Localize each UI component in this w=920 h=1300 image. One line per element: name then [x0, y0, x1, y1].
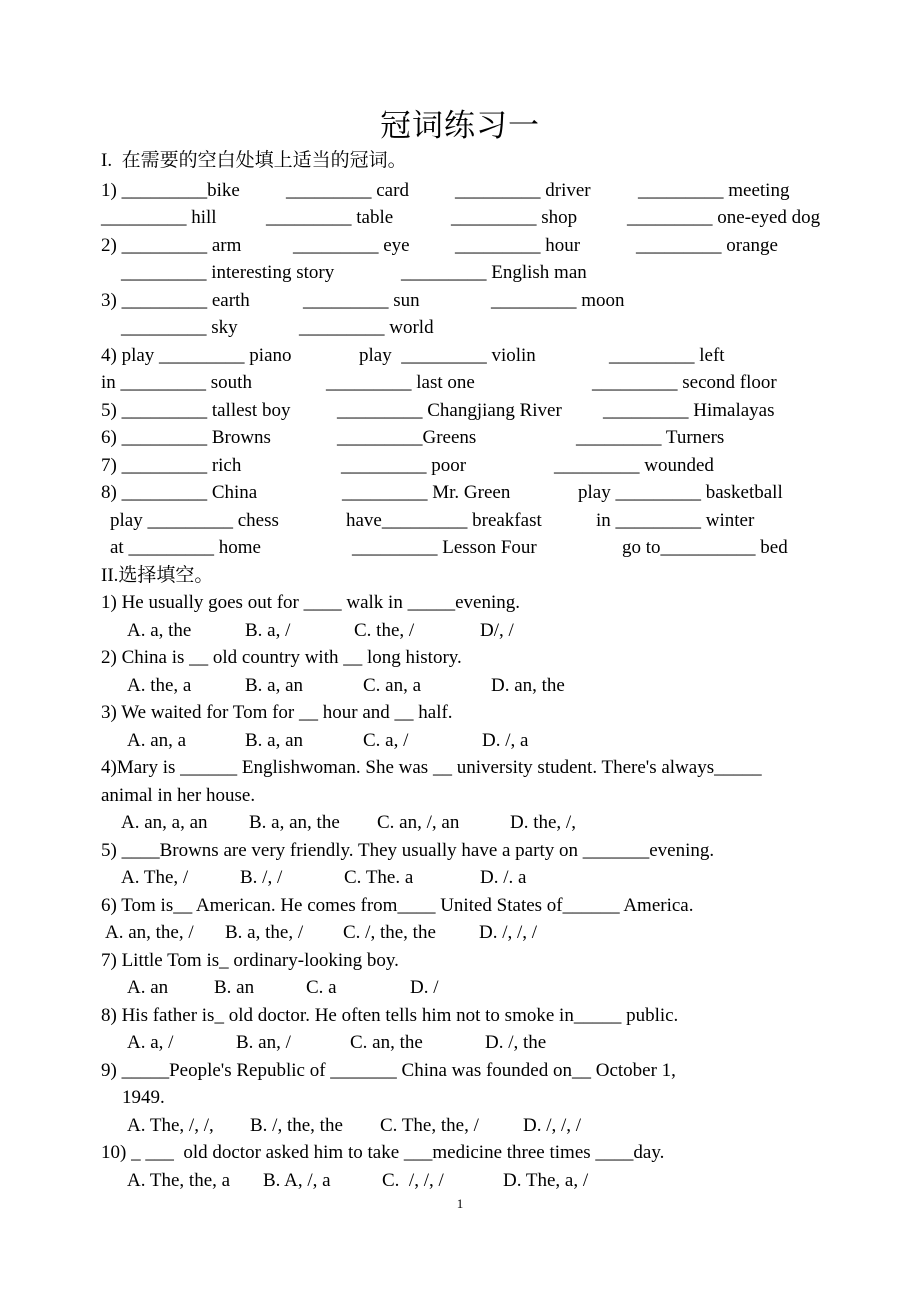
section-1-heading: I. 在需要的空白处填上适当的冠词。 — [101, 150, 407, 171]
answer-option: D/, / — [480, 620, 514, 641]
answer-option: C. The. a — [344, 867, 414, 888]
fill-blank-item: go to__________ bed — [622, 537, 788, 558]
answer-option: B. /, the, the — [250, 1115, 343, 1136]
fill-blank-item: _________ hour — [455, 235, 581, 256]
fill-blank-item: _________ card — [286, 180, 409, 201]
answer-option: C. an, /, an — [377, 812, 460, 833]
question-text: 1949. — [122, 1087, 165, 1108]
question-text: 6) Tom is__ American. He comes from____ United States of______ America. — [101, 895, 694, 916]
fill-blank-item: _________ Changjiang River — [337, 400, 562, 421]
answer-option: D. the, /, — [510, 812, 576, 833]
page-number: 1 — [456, 1196, 464, 1211]
fill-blank-item: _________ sun — [303, 290, 420, 311]
fill-blank-item: _________ orange — [636, 235, 778, 256]
question-text: 5) ____Browns are very friendly. They usually have a party on _______evening. — [101, 840, 715, 861]
fill-blank-item: play _________ basketball — [578, 482, 783, 503]
fill-blank-item: 8) _________ China — [101, 482, 258, 503]
fill-blank-item: _________ Turners — [576, 427, 725, 448]
fill-blank-item: play _________ chess — [110, 510, 279, 531]
fill-blank-item: in _________ winter — [596, 510, 755, 531]
fill-blank-item: _________ Mr. Green — [342, 482, 511, 503]
fill-blank-item: _________ wounded — [554, 455, 714, 476]
answer-option: B. an — [214, 977, 255, 998]
fill-blank-item: 1) _________bike — [101, 180, 240, 201]
fill-blank-item: _________ sky — [121, 317, 238, 338]
answer-option: D. an, the — [491, 675, 565, 696]
question-text: animal in her house. — [101, 785, 256, 806]
fill-blank-item: 2) _________ arm — [101, 235, 242, 256]
answer-option: B. a, / — [245, 620, 291, 641]
answer-option: C. a, / — [363, 730, 409, 751]
fill-blank-item: 6) _________ Browns — [101, 427, 271, 448]
answer-option: D. /, a — [482, 730, 529, 751]
question-text: 3) We waited for Tom for __ hour and __ half. — [101, 702, 453, 723]
answer-option: B. a, the, / — [225, 922, 304, 943]
fill-blank-item: 4) play _________ piano — [101, 345, 292, 366]
answer-option: D. /, /, / — [479, 922, 538, 943]
fill-blank-item: _________ Lesson Four — [352, 537, 537, 558]
answer-option: B. a, an — [245, 730, 304, 751]
answer-option: C. /, the, the — [343, 922, 436, 943]
page-title: 冠词练习一 — [380, 108, 540, 144]
fill-blank-item: _________ last one — [326, 372, 475, 393]
answer-option: A. The, /, /, — [127, 1115, 214, 1136]
answer-option: D. The, a, / — [503, 1170, 589, 1191]
answer-option: B. an, / — [236, 1032, 291, 1053]
question-text: 2) China is __ old country with __ long history. — [101, 647, 462, 668]
fill-blank-item: play _________ violin — [359, 345, 536, 366]
question-text: 7) Little Tom is_ ordinary-looking boy. — [101, 950, 399, 971]
fill-blank-item: _________ meeting — [638, 180, 790, 201]
answer-option: B. a, an, the — [249, 812, 340, 833]
answer-option: C. the, / — [354, 620, 415, 641]
answer-option: A. an — [127, 977, 169, 998]
question-text: 9) _____People's Republic of _______ China was founded on__ October 1, — [101, 1060, 676, 1081]
fill-blank-item: in _________ south — [101, 372, 252, 393]
fill-blank-item: _________Greens — [337, 427, 477, 448]
answer-option: C. The, the, / — [380, 1115, 479, 1136]
fill-blank-item: have_________ breakfast — [346, 510, 542, 531]
answer-option: B. /, / — [240, 867, 283, 888]
answer-option: C. a — [306, 977, 337, 998]
section-2-heading: II.选择填空。 — [101, 565, 214, 586]
answer-option: D. /. a — [480, 867, 527, 888]
answer-option: C. an, the — [350, 1032, 423, 1053]
answer-option: D. / — [410, 977, 439, 998]
answer-option: B. A, /, a — [263, 1170, 331, 1191]
fill-blank-item: _________ English man — [401, 262, 587, 283]
question-text: 4)Mary is ______ Englishwoman. She was __ university student. There's always_____ — [101, 757, 762, 778]
question-text: 8) His father is_ old doctor. He often tells him not to smoke in_____ public. — [101, 1005, 679, 1026]
fill-blank-item: _________ shop — [451, 207, 578, 228]
answer-option: D. /, the — [485, 1032, 547, 1053]
answer-option: D. /, /, / — [523, 1115, 582, 1136]
answer-option: A. a, / — [127, 1032, 174, 1053]
fill-blank-item: _________ table — [266, 207, 394, 228]
fill-blank-item: 5) _________ tallest boy — [101, 400, 291, 421]
question-text: 10) _ ___ old doctor asked him to take ___medicine three times ____day. — [101, 1142, 665, 1163]
fill-blank-item: 3) _________ earth — [101, 290, 250, 311]
fill-blank-item: _________ hill — [101, 207, 217, 228]
answer-option: A. a, the — [127, 620, 192, 641]
fill-blank-item: _________ driver — [455, 180, 591, 201]
answer-option: A. an, a — [127, 730, 187, 751]
answer-option: A. the, a — [127, 675, 192, 696]
fill-blank-item: _________ left — [609, 345, 725, 366]
answer-option: A. The, / — [121, 867, 189, 888]
fill-blank-item: at _________ home — [110, 537, 261, 558]
question-text: 1) He usually goes out for ____ walk in _____evening. — [101, 592, 520, 613]
fill-blank-item: _________ moon — [491, 290, 625, 311]
answer-option: B. a, an — [245, 675, 304, 696]
fill-blank-item: _________ interesting story — [121, 262, 335, 283]
fill-blank-item: _________ one-eyed dog — [627, 207, 821, 228]
answer-option: A. The, the, a — [127, 1170, 231, 1191]
fill-blank-item: 7) _________ rich — [101, 455, 242, 476]
answer-option: C. an, a — [363, 675, 422, 696]
fill-blank-item: _________ second floor — [592, 372, 777, 393]
answer-option: C. /, /, / — [382, 1170, 444, 1191]
fill-blank-item: _________ Himalayas — [603, 400, 775, 421]
fill-blank-item: _________ poor — [341, 455, 467, 476]
answer-option: A. an, the, / — [105, 922, 194, 943]
answer-option: A. an, a, an — [121, 812, 208, 833]
fill-blank-item: _________ eye — [293, 235, 410, 256]
fill-blank-item: _________ world — [299, 317, 434, 338]
